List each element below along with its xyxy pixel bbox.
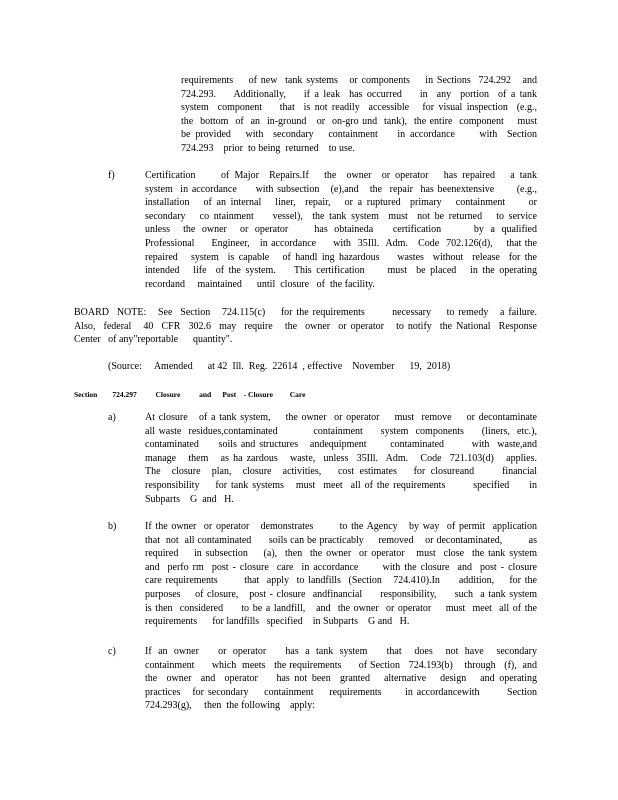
item-f-label: f) (108, 170, 115, 181)
text-line: secondary co ntainment vessel), the tank system must not be returned to service (145, 210, 537, 222)
text-line: is then considered to be a landfill, and the owner or operator must meet all of the (145, 602, 537, 614)
text-line: If an owner or operator has a tank system that does not have secondary (145, 646, 537, 657)
text-line: Certification of Major Repairs.If the owner or operator has repaired a tank (145, 170, 537, 181)
section-heading: Section 724.297 Closure and Post - Closure Care (74, 390, 306, 399)
text-line: purposes of closure, post - closure andfinancial responsibility, such a tank system (145, 588, 537, 600)
board-note (74, 306, 537, 347)
text-line: system in accordance with subsection (e),and the repair has beenextensive (e.g., (145, 183, 537, 195)
text-line: Center of any"reportable quantity". (74, 334, 233, 346)
text-line: and perfo rm post - closure care in accordance with the closure and post - closure (145, 561, 537, 573)
text-line: recordand maintained until closure of the facility. (145, 278, 375, 290)
text-line: requirements for landfills specified in Subparts G and H. (145, 616, 410, 628)
text-line: (Source: Amended at 42 Ill. Reg. 22614 , effective November 19, 2018) (108, 361, 451, 372)
text-line: The closure plan, closure activities, cost estimates for closureand financial (145, 466, 537, 478)
text-line: installation of an internal liner, repair, or a ruptured primary containment or (145, 197, 537, 209)
text-line: containment which meets the requirements of Section 724.193(b) through (f), and (145, 659, 537, 671)
item-c-text (145, 645, 537, 713)
text-line: 724.293(g), then the following apply: (145, 700, 315, 712)
text-line: the bottom of an in-ground or on-gro und tank), the entire component must (181, 115, 537, 127)
text-line: repaired system is capable of handl ing hazardous wastes without release for the (145, 251, 537, 263)
text-line: required in subsection (a), then the owner or operator must close the tank system (145, 548, 537, 560)
text-line: If the owner or operator demonstrates to the Agency by way of permit application (145, 521, 537, 532)
text-line: At closure of a tank system, the owner or operator must remove or decontaminate (145, 412, 537, 423)
item-b-label: b) (108, 521, 117, 532)
text-line: intended life of the system. This certification must be placed in the operating (145, 265, 537, 277)
item-c-label: c) (108, 646, 116, 657)
text-line: be provided with secondary containment in accordance with Section (181, 129, 537, 141)
text-line: system component that is not readily accessible for visual inspection (e.g., (181, 102, 537, 114)
text-line: the owner and operator has not been granted alternative design and operating (145, 673, 537, 685)
text-line: 724.293. Additionally, if a leak has occurred in any portion of a tank (181, 88, 537, 100)
text-line: 724.293 prior to being returned to use. (181, 142, 355, 154)
text-line: unless the owner or operator has obtaineda certification by a qualified (145, 224, 537, 236)
text-line: BOARD NOTE: See Section 724.115(c) for the requirements necessary to remedy a failure. (74, 307, 537, 318)
item-a-label: a) (108, 412, 116, 423)
item-f-text (145, 169, 537, 291)
item-b-text (145, 520, 537, 629)
text-line: Also, federal 40 CFR 302.6 may require the owner or operator to notify the National Response (74, 320, 537, 332)
text-line: all waste residues,contaminated containment system components (liners, etc.), (145, 425, 537, 437)
text-line: requirements of new tank systems or components in Sections 724.292 and (181, 75, 537, 86)
text-line: care requirements that apply to landfills (Section 724.410).In addition, for the (145, 575, 537, 587)
text-line: manage them as ha zardous waste, unless 35Ill. Adm. Code 721.103(d) applies. (145, 452, 537, 464)
text-line: practices for secondary containment requirements in accordancewith Section (145, 686, 537, 698)
text-line: responsibility for tank systems must meet all of the requirements specified in (145, 479, 537, 491)
text-line: Professional Engineer, in accordance with 35Ill. Adm. Code 702.126(d), that the (145, 237, 537, 249)
item-a-text (145, 411, 537, 506)
paragraph-e-continuation (181, 74, 537, 156)
text-line: contaminated soils and structures andequipment contaminated with waste,and (145, 439, 537, 451)
source-note (108, 360, 528, 374)
text-line: Subparts G and H. (145, 493, 234, 505)
text-line: that not all contaminated soils can be practicably removed or decontaminated, as (145, 534, 537, 546)
